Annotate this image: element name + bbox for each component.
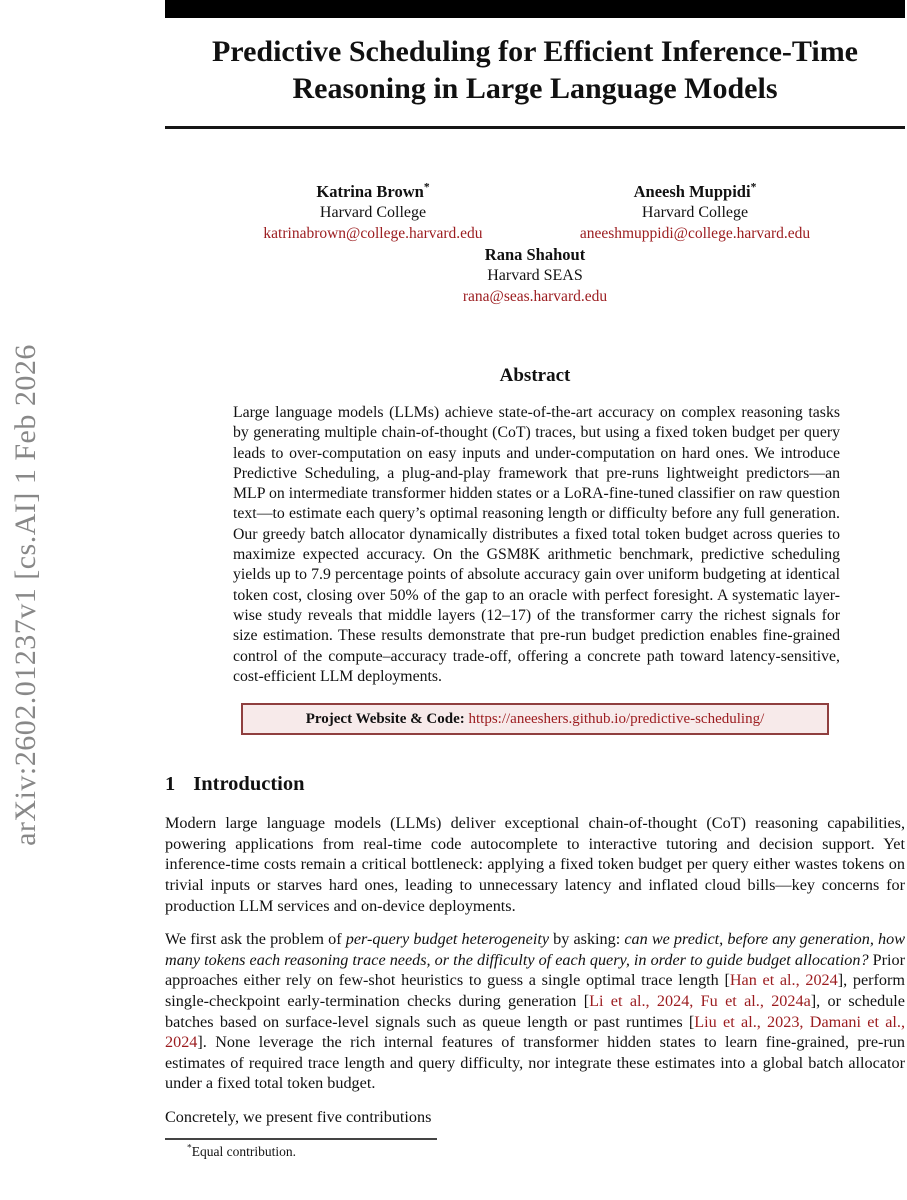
paper-title: Predictive Scheduling for Efficient Inference-Time Reasoning in Large Language Models: [211, 35, 858, 105]
author-email-link[interactable]: rana@seas.harvard.edu: [462, 288, 608, 305]
text-segment: by asking:: [549, 930, 625, 949]
author-name-text: Rana Shahout: [484, 245, 586, 264]
author-0: [212, 181, 534, 244]
arxiv-watermark: arXiv:2602.01237v1 [cs.AI] 1 Feb 2026: [9, 344, 42, 846]
author-affiliation: Harvard SEAS: [487, 267, 583, 284]
author-name: [212, 181, 534, 202]
author-affiliation: Harvard College: [641, 204, 749, 221]
citation-link[interactable]: Liu et al., 2023, Damani et al., 2024: [165, 1012, 906, 1052]
author-mark: *: [750, 181, 757, 194]
author-affiliation: Harvard College: [319, 204, 427, 221]
footnote-area: [165, 1138, 905, 1160]
author-name-text: Aneesh Muppidi: [633, 182, 751, 201]
author-email-link[interactable]: aneeshmuppidi@college.harvard.edu: [579, 225, 811, 242]
text-segment: can we predict, before any generation, how many tokens each reasoning trace needs, or the difficulty of each query, in order to guide budget allocation?: [165, 930, 905, 969]
intro-paragraph-3: Concretely, we present five contributions: [165, 1107, 432, 1126]
footnote-rule: [165, 1138, 437, 1140]
project-box: [241, 703, 829, 735]
paper-page: [165, 0, 905, 1160]
abstract-heading: Abstract: [499, 365, 571, 386]
footnote: [165, 1143, 905, 1160]
text-segment: ]. None leverage the rich internal features of transformer hidden states to learn fine-grained, pre-run estimates of required trace length and query difficulty, nor integrate these estimates into a global batch allocator under a fixed total token budget.: [165, 1033, 905, 1093]
author-name: [165, 244, 905, 265]
footnote-text: Equal contribution.: [191, 1144, 296, 1160]
text-segment: ], perform single-checkpoint early-termination checks during generation [: [165, 971, 905, 1010]
author-1: [534, 181, 856, 244]
text-segment: We first ask the problem of: [165, 930, 346, 949]
author-email-link[interactable]: katrinabrown@college.harvard.edu: [263, 225, 483, 242]
author-name: [534, 181, 856, 202]
author-name-text: Katrina Brown: [316, 182, 424, 201]
top-bar: [165, 0, 905, 18]
project-url-link[interactable]: https://aneeshers.github.io/predictive-scheduling/: [468, 711, 765, 728]
citation-link[interactable]: Li et al., 2024, Fu et al., 2024a: [589, 991, 811, 1010]
author-2: [165, 244, 905, 307]
title-rule: [165, 126, 905, 129]
author-block: [212, 181, 856, 244]
intro-paragraph-2: [165, 929, 905, 1094]
text-segment: per-query budget heterogeneity: [345, 930, 550, 949]
section-heading: [165, 773, 905, 796]
section-title: Introduction: [193, 773, 305, 796]
project-box-label: Project Website & Code:: [305, 711, 465, 728]
citation-link[interactable]: Han et al., 2024: [729, 971, 838, 990]
footnote-marker: *: [187, 1143, 192, 1154]
section-number: 1: [165, 773, 176, 796]
author-mark: *: [423, 181, 430, 194]
intro-paragraph-1: Modern large language models (LLMs) deliver exceptional chain-of-thought (CoT) reasoning capabilities, powering applications from real-time code autocomplete to interactive tutoring and decision support. Yet inference-time costs remain a critical bottleneck: applying a fixed token budget per query either wastes tokens on trivial inputs or starves hard ones, leading to unnecessary latency and inflated cloud bills—key concerns for production LLM services and on-device deployments.: [165, 814, 905, 915]
abstract-text: Large language models (LLMs) achieve state-of-the-art accuracy on complex reasoning tasks by generating multiple chain-of-thought (CoT) traces, but using a fixed token budget per query leads to over-computation on easy inputs and under-computation on hard ones. We introduce Predictive Scheduling, a plug-and-play framework that pre-runs lightweight predictors—an MLP on intermediate transformer hidden states or a LoRA-fine-tuned classifier on raw question text—to estimate each query’s optimal reasoning length or difficulty before any full generation. Our greedy batch allocator dynamically distributes a fixed total token budget across queries to maximize expected accuracy. On the GSM8K arithmetic benchmark, predictive scheduling yields up to 7.9 percentage points of absolute accuracy gain over uniform budgeting at identical token cost, closing over 50% of the gap to an oracle with perfect foresight. A systematic layer-wise study reveals that middle layers (12–17) of the transformer carry the richest signals for size estimation. These results demonstrate that pre-run budget prediction enables fine-grained control of the compute–accuracy trade-off, offering a concrete path toward latency-sensitive, cost-efficient LLM deployments.: [233, 404, 840, 685]
text-segment: ], or schedule batches based on surface-level signals such as queue length or past runtimes [: [165, 991, 905, 1031]
text-segment: Prior approaches either rely on few-shot heuristics to guess a single optimal trace length [: [165, 950, 906, 990]
